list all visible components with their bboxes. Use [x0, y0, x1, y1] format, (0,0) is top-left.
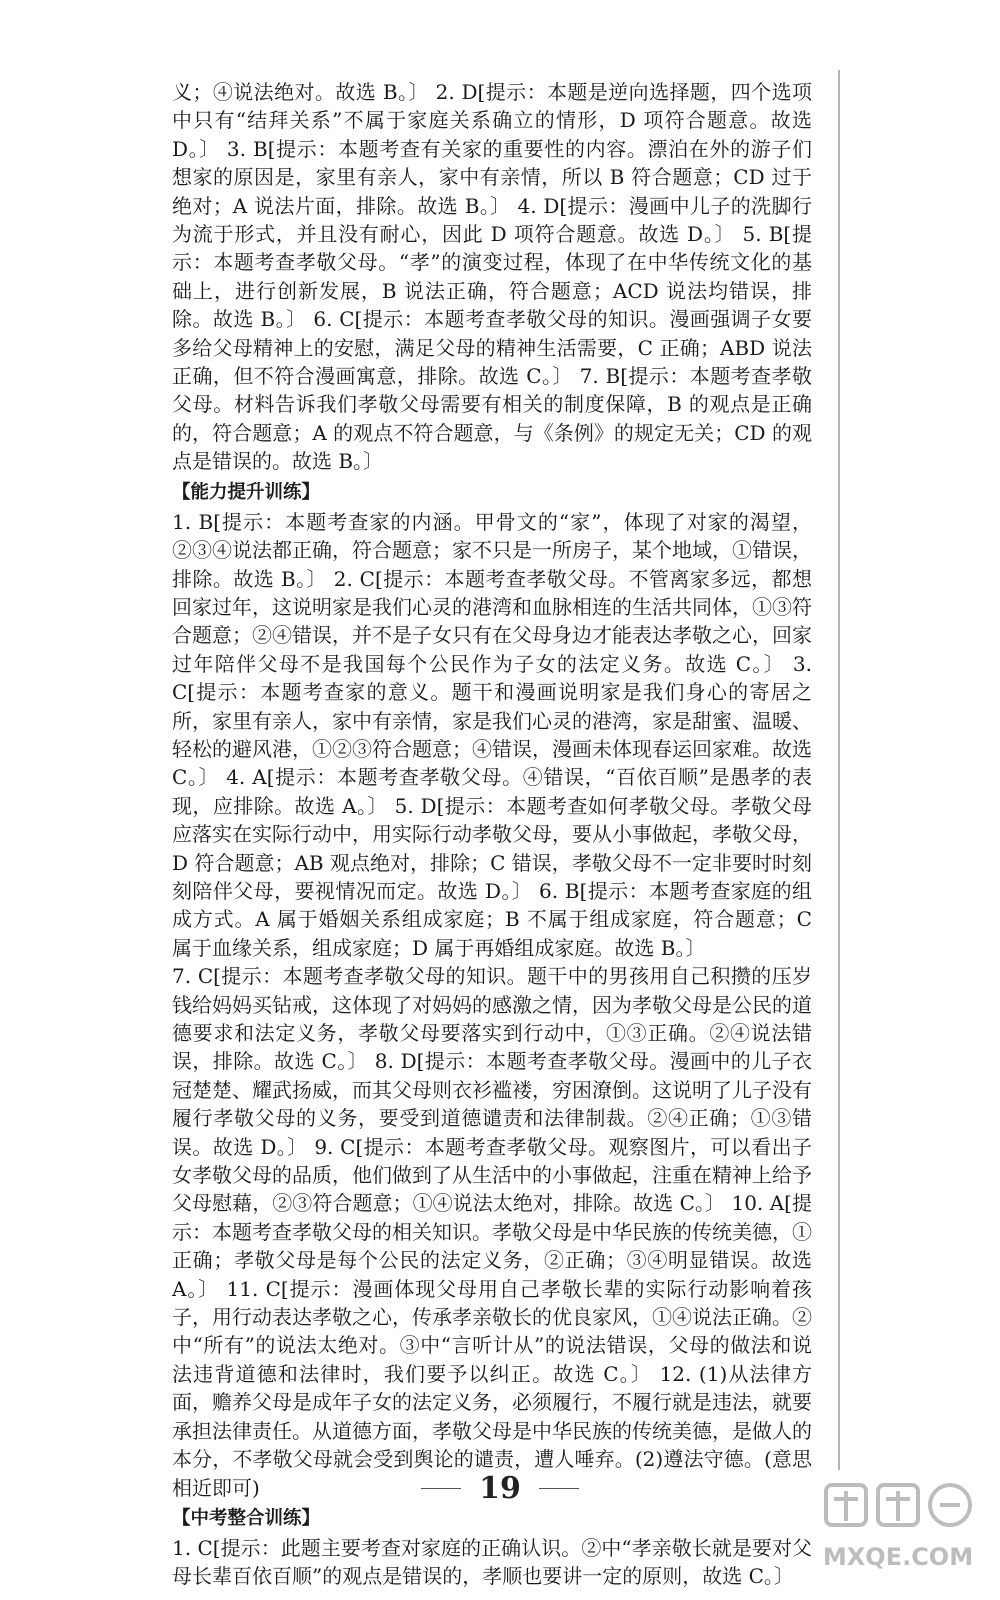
- answer-paragraph-2: 1. B[提示：本题考查家的内涵。甲骨文的“家”，体现了对家的渴望，②③④说法都正确，符合题意；家不只是一所房子，某个地域，①错误，排除。故选 B。〕 2. C[提示：本题考查孝敬父母。不管离家多远，都想回家过年，这说明家是我们心灵的港湾和血脉相连的生活共同体，①③符合题意；②④错误，并不是子女只有在父母身边才能表达孝敬之心，回家过年陪伴父母不是我国每个公民作为子女的法定义务。故选 C。〕 3. C[提示：本题考查家的意义。题干和漫画说明家是我们身心的寄居之所，家里有亲人，家中有亲情，家是我们心灵的港湾，家是甜蜜、温暖、轻松的避风港，①②③符合题意；④错误，漫画未体现春运回家难。故选 C。〕 4. A[提示：本题考查孝敬父母。④错误，“百依百顺”是愚孝的表现，应排除。故选 A。〕 5. D[提示：本题考查如何孝敬父母。孝敬父母应落实在实际行动中，用实际行动孝敬父母，要从小事做起，孝敬父母，D 符合题意；AB 观点绝对，排除；C 错误，孝敬父母不一定非要时时刻刻陪伴父母，要视情况而定。故选 D。〕 6. B[提示：本题考查家庭的组成方式。A 属于婚姻关系组成家庭；B 不属于组成家庭，符合题意；C 属于血缘关系，组成家庭；D 属于再婚组成家庭。故选 B。〕: [172, 509, 812, 960]
- section-heading-ability: 【能力提升训练】: [172, 481, 321, 503]
- column-rule: [838, 70, 840, 1470]
- page-number: 19: [479, 1470, 521, 1506]
- answer-paragraph-1: 义；④说法绝对。故选 B。〕 2. D[提示：本题是逆向选择题，四个选项中只有“结拜关系”不属于家庭关系确立的情形，D 项符合题意。故选 D。〕 3. B[提示：本题考查有关家的重要性的内容。漂泊在外的游子们想家的原因是，家里有亲人，家中有亲情，所以 B 符合题意；CD 过于绝对；A 说法片面，排除。故选 B。〕 4. D[提示：漫画中儿子的洗脚行为流于形式，并且没有耐心，因此 D 项符合题意。故选 D。〕 5. B[提示：本题考查孝敬父母。“孝”的演变过程，体现了在中华传统文化的基础上，进行创新发展，B 说法正确，符合题意；ACD 说法均错误，排除。故选 B。〕 6. C[提示：本题考查孝敬父母的知识。漫画强调子女要多给父母精神上的安慰，满足父母的精神生活需要，C 正确；ABD 说法正确，但不符合漫画寓意，排除。故选 C。〕 7. B[提示：本题考查孝敬父母。材料告诉我们孝敬父母需要有相关的制度保障，B 的观点是正确的，符合题意；A 的观点不符合题意，与《条例》的规定无关；CD 的观点是错误的。故选 B。〕: [172, 80, 812, 474]
- site-watermark-logo: [818, 1477, 978, 1582]
- page-footer: [400, 1468, 600, 1508]
- footer-dash-left: [421, 1488, 461, 1489]
- footer-dash-right: [539, 1488, 579, 1489]
- answer-paragraph-3: 7. C[提示：本题考查孝敬父母的知识。题干中的男孩用自己积攒的压岁钱给妈妈买钻戒，这体现了对妈妈的感激之情，因为孝敬父母是公民的道德要求和法定义务，孝敬父母要落实到行动中，①③正确。②④说法错误，排除。故选 C。〕 8. D[提示：本题考查孝敬父母。漫画中的儿子衣冠楚楚、耀武扬威，而其父母则衣衫褴褛，穷困潦倒。这说明了儿子没有履行孝敬父母的义务，要受到道德谴责和法律制裁。②④正确；①③错误。故选 D。〕 9. C[提示：本题考查孝敬父母。观察图片，可以看出子女孝敬父母的品质，他们做到了从生活中的小事做起，注重在精神上给予父母慰藉，②③符合题意；①④说法太绝对，排除。故选 C。〕 10. A[提示：本题考查孝敬父母的相关知识。孝敬父母是中华民族的传统美德，①正确；孝敬父母是每个公民的法定义务，②正确；③④明显错误。故选 A。〕 11. C[提示：漫画体现父母用自己孝敬长辈的实际行动影响着孩子，用行动表达孝敬之心，传承孝亲敬长的优良家风，①④说法正确。②中“所有”的说法太绝对。③中“言听计从”的说法错误，父母的做法和说法违背道德和法律时，我们要予以纠正。故选 C。〕 12. (1)从法律方面，赡养父母是成年子女的法定义务，必须履行，不履行就是违法，就要承担法律责任。从道德方面，孝敬父母是中华民族的传统美德，是做人的本分，不孝敬父母就会受到舆论的谴责，遭人唾弃。(2)遵法守德。(意思相近即可): [172, 964, 812, 1500]
- answer-content: [172, 78, 812, 1591]
- svg-text:MXQE.COM: MXQE.COM: [822, 1543, 974, 1571]
- answer-paragraph-4: 1. C[提示：此题主要考查对家庭的正确认识。②中“孝亲敬长就是要对父母长辈百依百顺”的观点是错误的，孝顺也要讲一定的原则，故选 C。〕: [172, 1535, 812, 1589]
- section-heading-exam: 【中考整合训练】: [172, 1507, 321, 1529]
